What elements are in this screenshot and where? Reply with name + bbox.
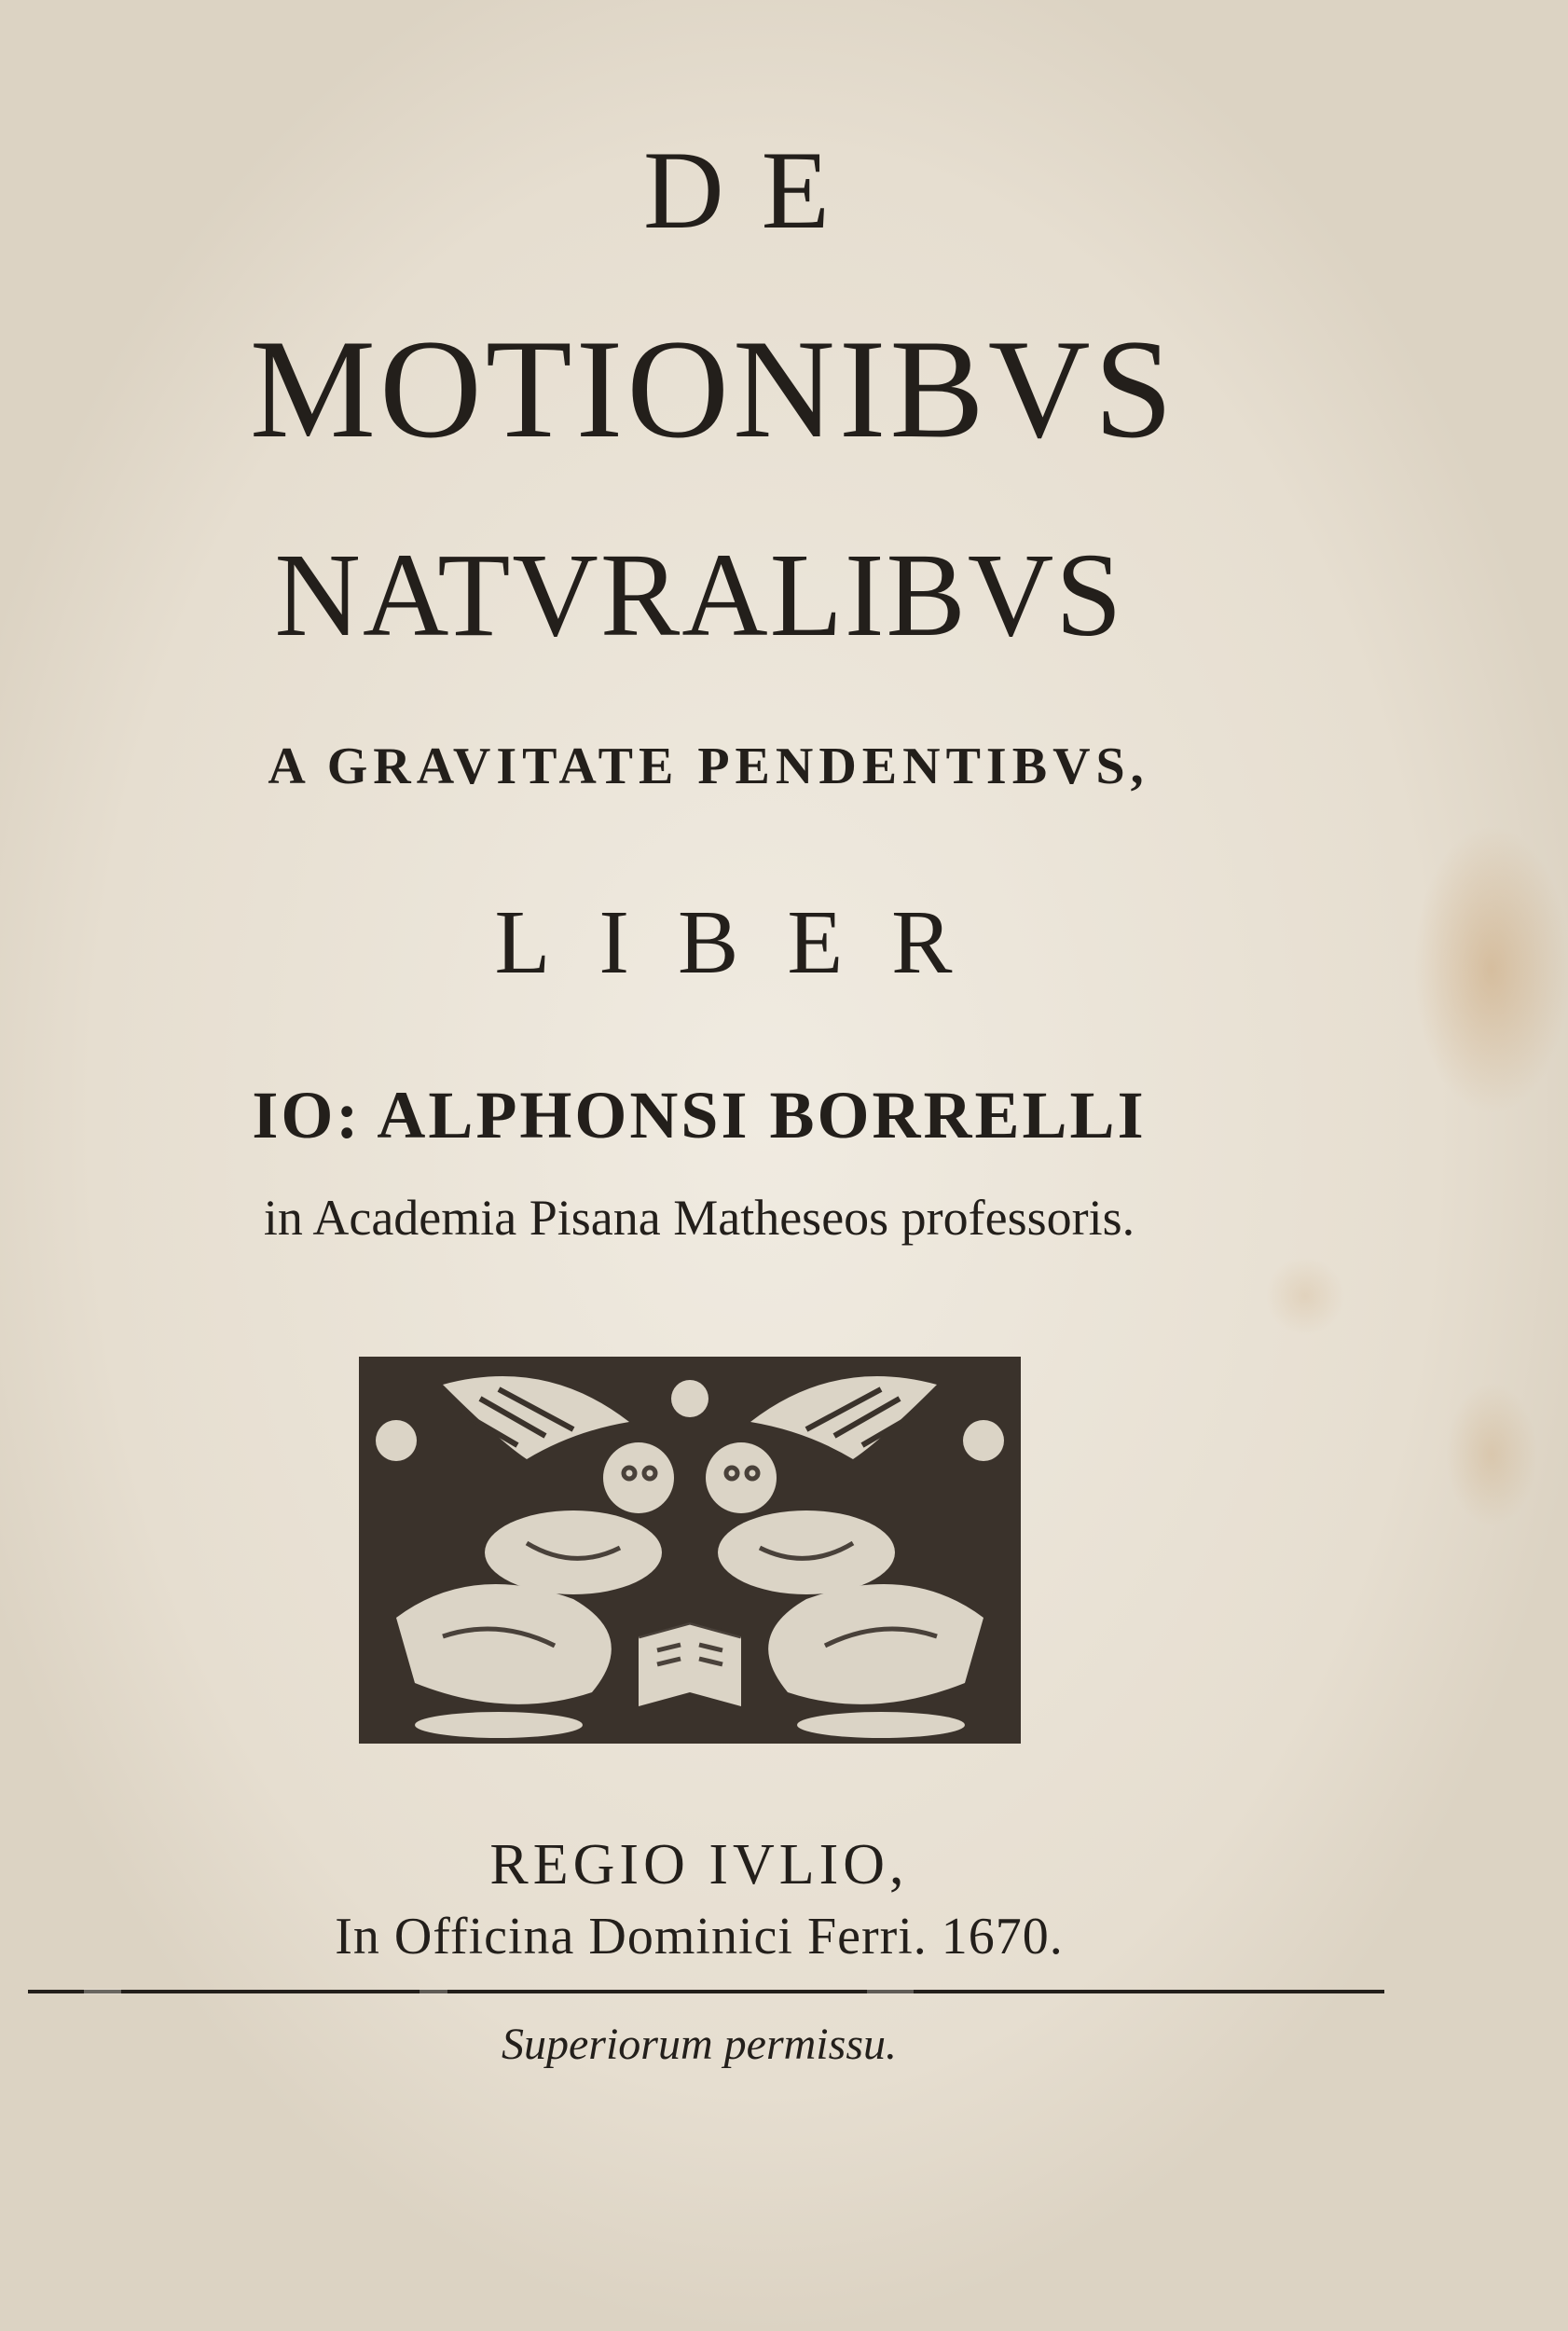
author-affiliation: in Academia Pisana Matheseos professoris.	[263, 1190, 1135, 1246]
imprint-place: REGIO IVLIO,	[489, 1833, 909, 1897]
woodcut-vignette-icon	[359, 1357, 1021, 1744]
horizontal-rule	[28, 1988, 1384, 1995]
title-liber: LIBER	[494, 892, 1001, 993]
title-naturalibus: NATVRALIBVS	[274, 529, 1124, 661]
license-note: Superiorum permissu.	[501, 2020, 897, 2069]
title-motionibus: MOTIONIBVS	[249, 310, 1177, 467]
title-de: DE	[643, 128, 867, 252]
author-name: IO: ALPHONSI BORRELLI	[252, 1078, 1147, 1152]
subtitle-gravitate: A GRAVITATE PENDENTIBVS,	[268, 738, 1149, 795]
imprint-printer: In Officina Dominici Ferri. 1670.	[335, 1908, 1064, 1965]
